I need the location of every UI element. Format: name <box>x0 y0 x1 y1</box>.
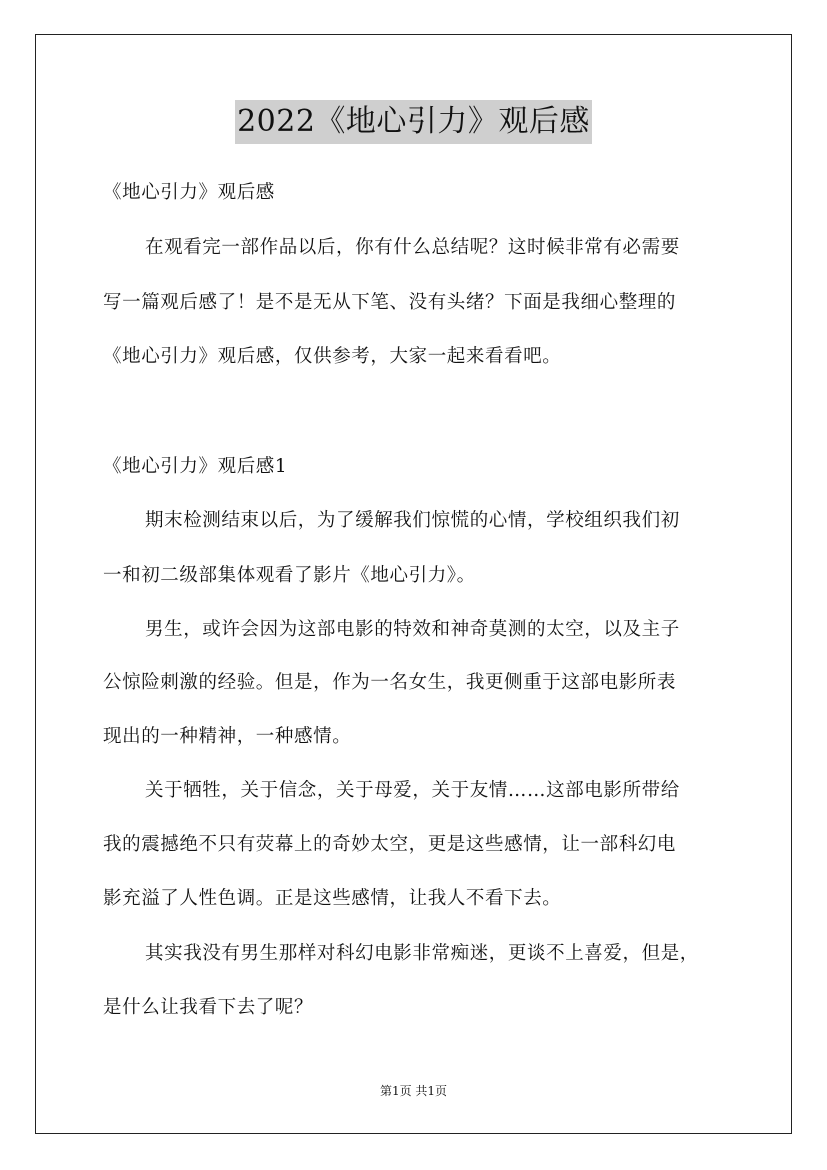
page-footer: 第1页 共1页 <box>379 1084 448 1098</box>
section-heading: 《地心引力》观后感1 <box>103 456 288 477</box>
paragraph-line: 一和初二级部集体观看了影片《地心引力》。 <box>103 565 476 586</box>
paragraph-line: 写一篇观后感了！是不是无从下笔、没有头绪？下面是我细心整理的 <box>103 292 677 313</box>
paragraph-line: 在观看完一部作品以后，你有什么总结呢？这时候非常有必需要 <box>145 237 680 258</box>
paragraph-line: 其实我没有男生那样对科幻电影非常痴迷，更谈不上喜爱，但是， <box>145 943 699 964</box>
paragraph-line: 公惊险刺激的经验。但是，作为一名女生，我更侧重于这部电影所表 <box>103 672 677 693</box>
paragraph-line: 期末检测结束以后，为了缓解我们惊慌的心情，学校组织我们初 <box>145 510 680 531</box>
paragraph-line: 关于牺牲，关于信念，关于母爱，关于友情……这部电影所带给 <box>145 780 680 801</box>
paragraph-line: 现出的一种精神，一种感情。 <box>103 726 352 747</box>
paragraph-line: 男生，或许会因为这部电影的特效和神奇莫测的太空，以及主子 <box>145 619 680 640</box>
paragraph-line: 影充溢了人性色调。正是这些感情，让我人不看下去。 <box>103 888 562 909</box>
paragraph-line: 《地心引力》观后感，仅供参考，大家一起来看看吧。 <box>103 346 562 367</box>
document-title-wrap <box>0 100 827 144</box>
section-heading: 《地心引力》观后感 <box>103 182 275 203</box>
document-title: 2022《地心引力》观后感 <box>235 100 592 144</box>
paragraph-line: 我的震撼绝不只有荧幕上的奇妙太空，更是这些感情，让一部科幻电 <box>103 834 677 855</box>
paragraph-line: 是什么让我看下去了呢？ <box>103 997 314 1018</box>
